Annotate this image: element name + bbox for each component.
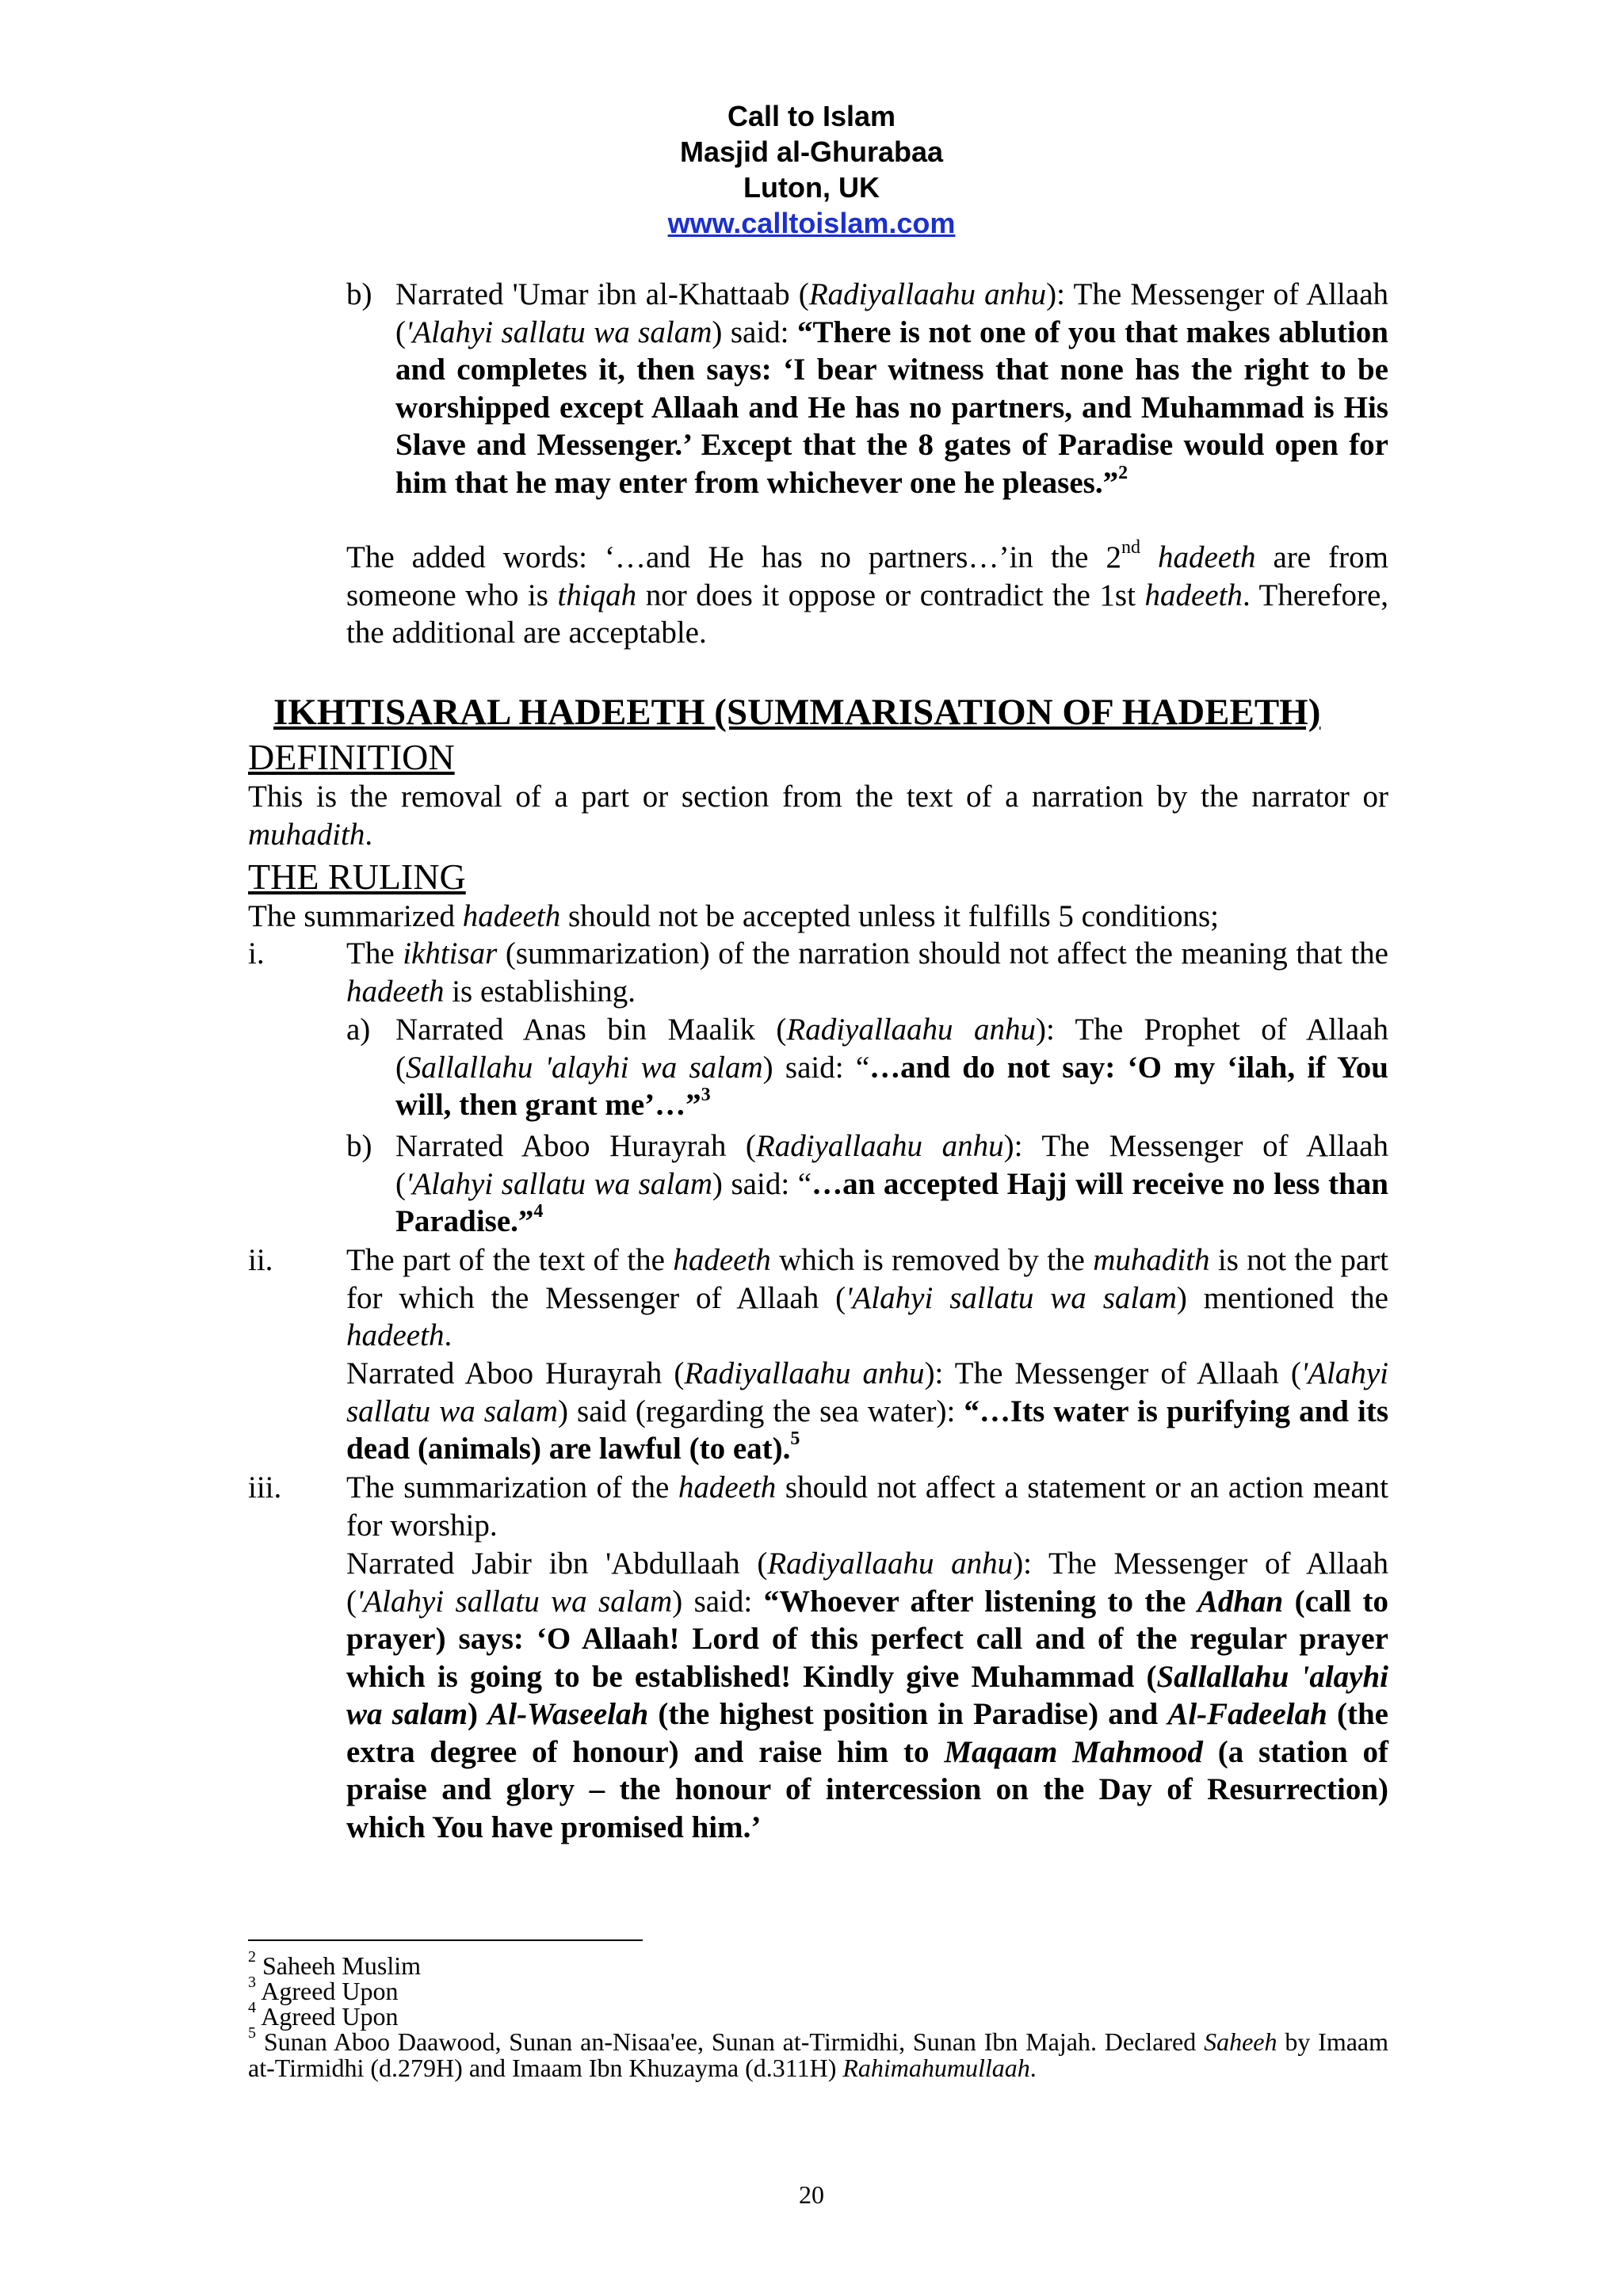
- hadeeth-quote: “There is not one of you that makes ablution and completes it, then says: ‘I bear witness that none has the right to be worshipped except Allaah and He has no partners, and Muhammad is His Slave and Messenger.’ Except that the 8 gates of Paradise would open for him that he may enter from whichever one he pleases.”: [395, 315, 1388, 500]
- hadeeth-anas: Narrated Anas bin Maalik (Radiyallaahu anhu): The Prophet of Allaah (Sallallahu 'alayhi wa salam) said: “…and do not say: ‘O my ‘ilah, if You will, then grant me’…”$^3$: [395, 1013, 1388, 1122]
- condition-label-ii: ii.: [248, 1243, 273, 1277]
- condition-label-i: i.: [248, 936, 265, 971]
- ruling-title: THE RULING: [248, 856, 466, 897]
- footnote-3: $^3$ Agreed Upon: [248, 1974, 399, 2005]
- header-location: Luton, UK: [743, 171, 880, 204]
- item-label-b: b): [346, 1129, 372, 1163]
- website-link[interactable]: www.calltoislam.com: [667, 207, 956, 239]
- condition-label-iii: iii.: [248, 1470, 282, 1505]
- item-label-a: a): [346, 1013, 371, 1047]
- section-heading: IKHTISARAL HADEETH (SUMMARISATION OF HADEETH): [273, 692, 1321, 733]
- definition-title: DEFINITION: [248, 737, 455, 777]
- hadeeth-quote: …an accepted Hajj will receive no less than Paradise.”: [395, 1166, 1388, 1238]
- condition-ii: The part of the text of the hadeeth which is removed by the muhadith is not the part for which the Messenger of Allaah ('Alahyi sallatu wa salam) mentioned the hadeeth.: [346, 1243, 1388, 1352]
- footnote-ref: 5: [790, 1428, 800, 1449]
- hadeeth-quote: “Whoever after listening to the Adhan (call to prayer) says: ‘O Allaah! Lord of this perfect call and of the regular prayer which is going to be established! Kindly give Muhammad (Sallallahu 'alayhi wa salam) Al-Waseelah (the highest position in Paradise) and Al-Fadeelah (the extra degree of honour) and raise him to Maqaam Mahmood (a station of praise and glory – the honour of intercession on the Day of Resurrection) which You have promised him.’: [346, 1584, 1389, 1844]
- item-label-b: b): [346, 277, 372, 311]
- footnote-5: $^5$ Sunan Aboo Daawood, Sunan an-Nisaa'ee, Sunan at-Tirmidhi, Sunan Ibn Majah. Declared Saheeh by Imaam at-Tirmidhi (d.279H) and Imaam Ibn Khuzayma (d.311H) Rahimahumullaah.: [248, 2024, 1389, 2082]
- footnote-separator: [248, 1939, 643, 1941]
- condition-i: The ikhtisar (summarization) of the narration should not affect the meaning that the hadeeth is establishing.: [346, 936, 1388, 1009]
- header-link-row: [0, 205, 1623, 241]
- added-words-paragraph: The added words: ‘…and He has no partners…’in the 2nd hadeeth are from someone who is thiqah nor does it oppose or contradict the 1st hadeeth. Therefore, the additional are acceptable.: [346, 537, 1389, 650]
- ruling-text: The summarized hadeeth should not be accepted unless it fulfills 5 conditions;: [248, 899, 1219, 933]
- hadeeth-sea-water: Narrated Aboo Hurayrah (Radiyallaahu anhu): The Messenger of Allaah ('Alahyi sallatu wa salam) said (regarding the sea water): “…Its water is purifying and its dead (animals) are lawful (to eat).$^5$: [346, 1356, 1389, 1466]
- page-number: 20: [799, 2180, 824, 2209]
- footnote-ref: 3: [701, 1085, 711, 1105]
- footnote-2: $^2$ Saheeh Muslim: [248, 1948, 421, 1980]
- hadeeth-umar: Narrated 'Umar ibn al-Khattaab (Radiyallaahu anhu): The Messenger of Allaah ('Alahyi sallatu wa salam) said: “There is not one of you that makes ablution and completes it, then says: ‘I bear witness that none has the right to be worshipped except Allaah and He has no partners, and Muhammad is His Slave and Messenger.’ Except that the 8 gates of Paradise would open for him that he may enter from whichever one he pleases.”$^2$: [395, 277, 1389, 500]
- header-mosque: Masjid al-Ghurabaa: [679, 135, 944, 168]
- hadeeth-quote: “…Its water is purifying and its dead (animals) are lawful (to eat).: [346, 1394, 1389, 1466]
- footnote-ref: 4: [533, 1201, 544, 1222]
- footnote-4: $^4$ Agreed Upon: [248, 1999, 399, 2031]
- hadeeth-quote: …and do not say: ‘O my ‘ilah, if You will, then grant me’…”: [395, 1050, 1388, 1122]
- hadeeth-hajj: Narrated Aboo Hurayrah (Radiyallaahu anhu): The Messenger of Allaah ('Alahyi sallatu wa salam) said: “…an accepted Hajj will receive no less than Paradise.”$^4$: [395, 1129, 1388, 1238]
- header-title: Call to Islam: [727, 100, 896, 132]
- definition-text: This is the removal of a part or section from the text of a narration by the narrator or muhadith.: [248, 780, 1388, 852]
- hadeeth-adhan: Narrated Jabir ibn 'Abdullaah (Radiyallaahu anhu): The Messenger of Allaah ('Alahyi sallatu wa salam) said: “Whoever after listening to the Adhan (call to prayer) says: ‘O Allaah! Lord of this perfect call and of the regular prayer which is going to be established! Kindly give Muhammad (Sallallahu 'alayhi wa salam) Al-Waseelah (the highest position in Paradise) and Al-Fadeelah (the extra degree of honour) and raise him to Maqaam Mahmood (a station of praise and glory – the honour of intercession on the Day of Resurrection) which You have promised him.’: [346, 1547, 1389, 1844]
- footnote-ref: 2: [1118, 462, 1128, 483]
- condition-iii: The summarization of the hadeeth should not affect a statement or an action meant for worship.: [346, 1470, 1388, 1543]
